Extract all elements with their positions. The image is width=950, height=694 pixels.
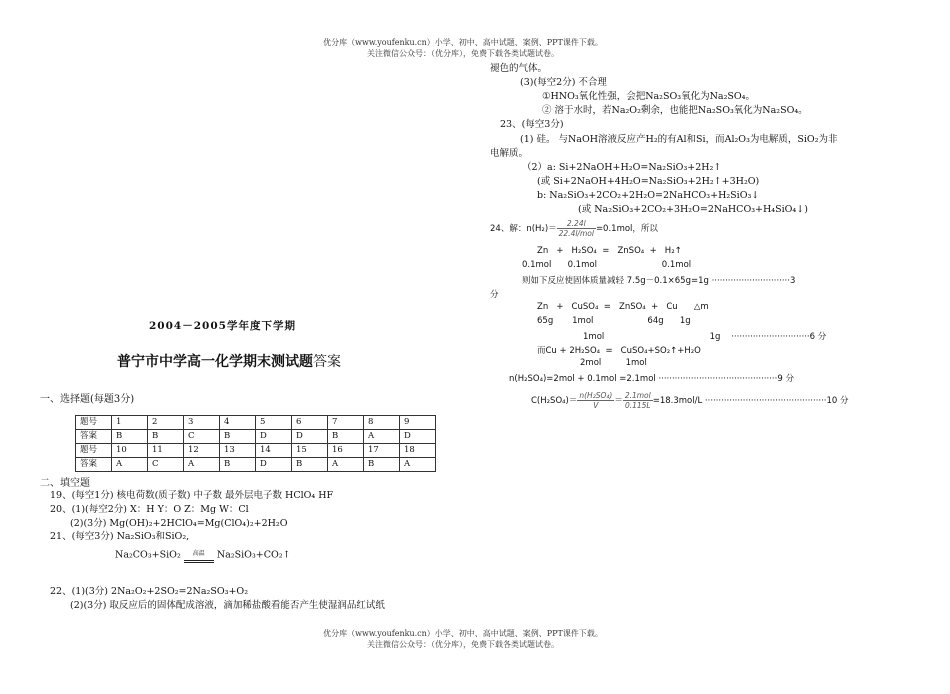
table-row-header: 题号 [76,444,112,458]
q22-part1: 22、(1)(3分) 2Na₂O₂+2SO₂=2Na₂SO₃+O₂ [50,586,249,597]
table-cell: A [328,458,364,472]
table-cell: 17 [364,444,400,458]
fraction-num: n(H₂SO₄) [579,391,613,400]
r23-pre: C(H₂SO₄)＝ [531,396,578,406]
table-cell: D [256,458,292,472]
table-cell: 11 [148,444,184,458]
r-line-20: 而Cu + 2H₂SO₄ = CuSO₄+SO₂↑+H₂O [537,346,701,356]
table-cell: B [328,430,364,444]
q21-part1: 21、(每空3分) Na₂SiO₃和SiO₂, [50,531,190,542]
header-watermark [253,37,673,59]
table-row [76,430,436,444]
r-line-21: 2mol 1mol [580,358,647,368]
section-2-heading: 二、填空题 [40,478,90,489]
r-line-4: ② 溶于水时，若Na₂O₂剩余，也能把Na₂SO₃氧化为Na₂SO₄。 [542,105,808,116]
table-cell: B [220,458,256,472]
r-line-6: (1) 硅。 与NaOH溶液反应产H₂的有Al和Si，而Al₂O₃为电解质，SiO₂为非 [520,134,838,145]
table-row [76,416,436,430]
table-cell: D [400,430,436,444]
r12-post: =0.1mol，所以 [595,224,658,234]
table-cell: A [400,458,436,472]
table-cell: D [256,430,292,444]
table-cell: 12 [184,444,220,458]
table-row [76,458,436,472]
r-line-19: 1mol 1g ·····························6 分 [583,332,827,342]
q20-part2: (2)(3分) Mg(OH)₂+2HClO₄=Mg(ClO₄)₂+2H₂O [70,518,288,529]
q21-eq-right: Na₂SiO₃+CO₂↑ [216,549,291,561]
r-line-12 [490,219,658,238]
page-title [117,351,341,371]
fraction-nh2 [557,219,596,238]
r-line-16: 分 [490,290,499,300]
table-cell: B [220,430,256,444]
table-cell: 10 [112,444,148,458]
r-line-7: 电解质。 [490,148,529,159]
fraction-den: 0.115L [624,401,651,410]
header-line-2: 关注微信公众号：（优分库），免费下载各类试题试卷。 [367,49,559,58]
footer-line-1: 优分库（www.youfenku.cn）小学、初中、高中试题、案例、PPT课件下载。 [323,629,603,638]
table-cell: A [112,458,148,472]
table-cell: B [148,430,184,444]
q19: 19、(每空1分) 核电荷数(质子数) 中子数 最外层电子数 HClO₄ HF [50,490,334,501]
fraction-c2 [623,391,653,410]
table-row-header: 答案 [76,430,112,444]
r-line-8: （2）a: Si+2NaOH+H₂O=Na₂SiO₃+2H₂↑ [522,162,722,173]
table-row [76,444,436,458]
table-cell: 7 [328,416,364,430]
q21-eq-left: Na₂CO₃+SiO₂ [115,549,181,561]
table-cell: C [184,430,220,444]
term-title: 2004－2005学年度下学期 [149,320,296,332]
r-line-11: (或 Na₂SiO₃+2CO₂+3H₂O=2NaHCO₃+H₄SiO₄↓) [578,204,808,215]
table-cell: 15 [292,444,328,458]
footer-line-2: 关注微信公众号：（优分库），免费下载各类试题试卷。 [367,640,559,649]
table-cell: 16 [328,444,364,458]
r-line-1: 褪色的气体。 [490,63,548,74]
q22-part2: (2)(3分) 取反应后的固体配成溶液，滴加稀盐酸看能否产生使湿润品红试纸 [70,600,385,611]
table-cell: 3 [184,416,220,430]
r-line-22: n(H₂SO₄)=2mol + 0.1mol =2.1mol ············································9 分 [509,374,794,384]
table-cell: 18 [400,444,436,458]
r-line-3: ①HNO₃氧化性强，会把Na₂SO₃氧化为Na₂SO₄。 [542,91,755,102]
table-cell: C [148,458,184,472]
fraction-den: 22.4l/mol [558,229,594,238]
table-cell: 13 [220,444,256,458]
table-cell: 8 [364,416,400,430]
table-cell: A [364,430,400,444]
table-cell: 6 [292,416,328,430]
r23-eq: ＝ [614,396,623,406]
r-line-14: 0.1mol 0.1mol 0.1mol [522,260,692,270]
r-line-10: b: Na₂SiO₃+2CO₂+2H₂O=2NaHCO₃+H₂SiO₃↓ [537,190,760,201]
table-cell: B [364,458,400,472]
fraction-num: 2.1mol [624,391,651,400]
r-line-13: Zn + H₂SO₄ = ZnSO₄ + H₂↑ [537,246,682,256]
table-cell: 2 [148,416,184,430]
r-line-9: (或 Si+2NaOH+4H₂O=Na₂SiO₃+2H₂↑+3H₂O) [537,176,760,187]
q20-part1: 20、(1)(每空2分) X：H Y：O Z：Mg W：Cl [50,504,249,515]
table-cell: D [292,430,328,444]
fraction-num: 2.24l [557,219,596,229]
table-cell: 14 [256,444,292,458]
r23-post: =18.3mol/L ·············································10 分 [652,396,849,406]
r-line-18: 65g 1mol 64g 1g [537,316,691,326]
fraction-c1 [577,391,614,410]
reaction-condition [184,547,214,563]
r-line-5: 23、(每空3分) [500,119,564,130]
r-line-2: (3)(每空2分) 不合理 [520,77,607,88]
answer-table [75,415,436,472]
table-cell: A [184,458,220,472]
section-1-heading: 一、选择题(每题3分) [40,394,135,405]
table-cell: 5 [256,416,292,430]
table-cell: 9 [400,416,436,430]
table-row-header: 答案 [76,458,112,472]
title-light: 答案 [313,354,341,370]
footer-watermark [253,628,673,650]
table-cell: 4 [220,416,256,430]
q21-equation [115,547,291,563]
double-line [184,560,214,563]
title-bold: 普宁市中学高一化学期末测试题 [117,354,313,370]
table-row-header: 题号 [76,416,112,430]
table-cell: 1 [112,416,148,430]
table-cell: B [112,430,148,444]
r12-pre: 24、解：n(H₂)＝ [490,224,557,234]
fraction-den: V [593,401,599,410]
r-line-15: 则如下反应使固体质量减轻 7.5g－0.1×65g=1g ·····························3 [522,276,796,286]
condition-label: 高温 [192,550,205,557]
table-cell: B [292,458,328,472]
header-line-1: 优分库（www.youfenku.cn）小学、初中、高中试题、案例、PPT课件下载。 [323,38,603,47]
r-line-23 [531,391,849,410]
r-line-17: Zn + CuSO₄ = ZnSO₄ + Cu △m [537,302,709,312]
